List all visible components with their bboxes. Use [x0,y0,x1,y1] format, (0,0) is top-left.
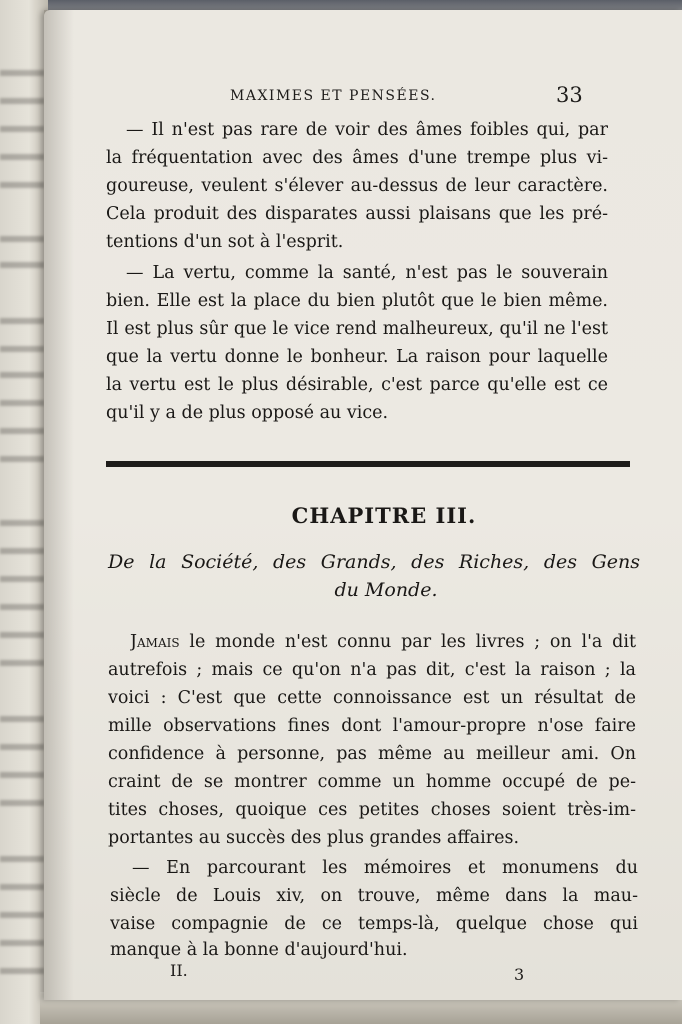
chapter-title: CHAPITRE III. [291,503,477,528]
text-line: Cela produit des disparates aussi plaisans que les pré- [106,204,608,224]
facing-page-edge [0,0,48,1024]
text-line: bien. Elle est la place du bien plutôt que le bien même. [106,291,608,311]
text-line: craint de se montrer comme un homme occupé de pe- [108,772,636,792]
ornamental-divider [106,461,630,467]
text-line: mille observations fines dont l'amour-propre n'ose faire [108,716,636,736]
facing-page-text [0,126,44,132]
signature-number: 3 [514,965,525,984]
facing-page-text [0,520,44,526]
running-head: MAXIMES ET PENSÉES. [230,88,437,104]
signature-mark: II. [170,961,188,980]
facing-page-text [0,772,44,778]
facing-page-text [0,154,44,160]
facing-page-text [0,576,44,582]
book-page [44,10,682,1000]
facing-page-text [0,968,44,974]
facing-page-text [0,800,44,806]
facing-page-text [0,70,44,76]
text-fragment: le monde n'est connu par les livres ; on l'a dit [179,632,636,652]
facing-page-text [0,912,44,918]
text-line: goureuse, veulent s'élever au-dessus de leur caractère. [106,176,608,196]
text-line: vaise compagnie de ce temps-là, quelque chose qui [110,914,638,934]
text-line: voici : C'est que cette connoissance est un résultat de [108,688,636,708]
section-title-line: De la Société, des Grands, des Riches, des Gens [108,551,640,573]
facing-page-text [0,236,44,242]
text-line: autrefois ; mais ce qu'on n'a pas dit, c'est la raison ; la [108,660,636,680]
facing-page-text [0,856,44,862]
facing-page-text [0,604,44,610]
facing-page-text [0,372,44,378]
drop-word: Jamais [130,632,180,652]
facing-page-text [0,660,44,666]
facing-page-text [0,346,44,352]
facing-page-text [0,744,44,750]
text-line: la vertu est le plus désirable, c'est parce qu'elle est ce [106,375,608,395]
text-line-first [130,628,636,656]
facing-page-text [0,940,44,946]
facing-page-text [0,428,44,434]
text-line: manque à la bonne d'aujourd'hui. [110,940,408,960]
facing-page-text [0,716,44,722]
text-line: — La vertu, comme la santé, n'est pas le souverain [126,263,608,283]
text-line: tites choses, quoique ces petites choses soient très-im- [108,800,636,820]
text-line: tentions d'un sot à l'esprit. [106,232,344,252]
facing-page-text [0,318,44,324]
text-line: Il est plus sûr que le vice rend malheureux, qu'il ne l'est [106,319,608,339]
section-title-line: du Monde. [334,579,438,601]
page-number: 33 [556,83,583,107]
text-line: qu'il y a de plus opposé au vice. [106,403,389,423]
facing-page-text [0,182,44,188]
text-line: portantes au succès des plus grandes affaires. [108,828,520,848]
text-line: confidence à personne, pas même au meilleur ami. On [108,744,636,764]
text-line: — Il n'est pas rare de voir des âmes foibles qui, par [126,120,608,140]
facing-page-text [0,400,44,406]
text-line: — En parcourant les mémoires et monumens du [132,858,638,878]
facing-page-text [0,884,44,890]
text-line: siècle de Louis xiv, on trouve, même dans la mau- [110,886,638,906]
facing-page-text [0,98,44,104]
facing-page-text [0,548,44,554]
text-line: que la vertu donne le bonheur. La raison pour laquelle [106,347,608,367]
text-line: la fréquentation avec des âmes d'une trempe plus vi- [106,148,608,168]
facing-page-text [0,456,44,462]
facing-page-text [0,632,44,638]
facing-page-text [0,262,44,268]
